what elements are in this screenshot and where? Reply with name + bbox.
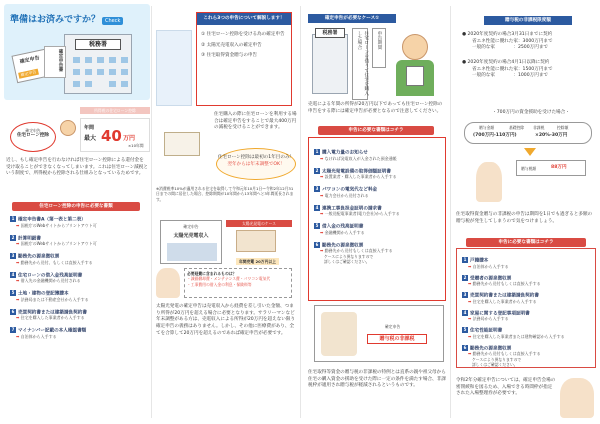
vertical-label-box: 住宅ローンを借りて住宅を購入した場合 bbox=[352, 28, 368, 100]
explain-box-heading: これら3つの申告について解説します！ bbox=[197, 13, 291, 25]
tax-return-sheet-illustration: 確定申告書 bbox=[44, 46, 66, 78]
col4-list-heading: 申告に必要な書類はコチラ bbox=[466, 238, 586, 247]
tax-office-illustration bbox=[64, 34, 132, 94]
list-item: 3 勤務先の源泉徴収票 ➡ 勤務先から送付、もしくは直接入手する bbox=[10, 253, 142, 266]
venue-paragraph: 令和2年分確定申告については、確定申告会場の密閉緩和を図るため、入場できる時間枠が指定された入場整理券が必要です。 bbox=[456, 378, 556, 397]
calculator-woman-illustration bbox=[466, 156, 512, 208]
deduction-amount-value: 40 bbox=[101, 127, 122, 145]
check-label: Check bbox=[102, 17, 123, 25]
arrow-down-icon bbox=[524, 148, 536, 156]
solar-house-illustration: 太陽光発電のケース bbox=[226, 220, 292, 260]
tax-return-form-illustration: 確定申告 確定申告 bbox=[11, 49, 50, 83]
tax-amount-value: 88万円 bbox=[551, 165, 567, 170]
col4-heading: 贈与税の非課税限度額 bbox=[484, 16, 572, 25]
limit-row-2: ● 2020年度契約の場合4月1日以降に契約 省エネ性能に優れた家：1500万円まで 一般的な家 ：1000万円まで bbox=[462, 60, 553, 79]
loan-deduction-label: 確定申告 住宅ローン控除 bbox=[10, 122, 56, 152]
list-item: 5 土地・建物の登記簿謄本 ➡ 法務局または不動産会社から入手する bbox=[10, 290, 142, 303]
loan-paragraph: 住宅購入の際に住宅ローンを利用する場合は確定申告をすることで最大400万円の減税を受けることができます。 bbox=[214, 112, 297, 131]
gift-tax-card: 確定申告 贈与税の非課税 bbox=[314, 305, 444, 362]
list-item: 3 パワコンの電気代など料金 ➡ 電力会社から送付される bbox=[314, 186, 440, 199]
person-icon bbox=[60, 120, 76, 136]
list-item: 6 売買契約書または建築請負契約書 ➡ 住宅を購入した事業者から入手する bbox=[10, 309, 142, 322]
explain-item: ③ 住宅取得資金贈与の申告 bbox=[201, 53, 258, 59]
explain-item: ① 住宅ローン控除を受ける為の確定申告 bbox=[201, 31, 285, 37]
list-item: 4 住宅ローンの借入金残高証明書 ➡ 借入先の金融機関から送付される bbox=[10, 272, 142, 285]
list-item: 4 連携工事負担金証明の請求書 ➡ 一般送配電事業者(電力会社)から入手する bbox=[314, 205, 440, 218]
deadline-paragraph: 住宅取得資金贈与の非課税の申告は期間を1日でも過ぎると多額の贈与税が発生してしまうので気をつけましょう。 bbox=[456, 212, 593, 224]
staff-illustration bbox=[560, 378, 594, 418]
gift-tax-paragraph: 住宅取得等資金の贈与税の非課税の特例とは直系の親や祖父母から住宅の購入資金の援助を受けた際に一定の条件を満たす場合、非課税枠が適用され贈与税が軽減されるというものです。 bbox=[308, 370, 446, 389]
limit-row-1: ● 2020年度契約の場合3月31日までに契約 省エネ性能に優れた家：3000万円まで 一般的な家 ：2500万円まで bbox=[462, 32, 553, 51]
vertical-period-box: 申告期間 bbox=[372, 28, 386, 68]
tax-office-illustration-2: 税務署 bbox=[312, 28, 348, 98]
list-item: 5 住宅性能証明書 ➡ 住宅を購入した事業者または建物確認から入手する bbox=[462, 327, 590, 340]
list-item: 5 借入金の残高証明書 ➡ 金融機関から入手する bbox=[314, 223, 440, 236]
list-item: 6 勤務先の源泉徴収票 ➡ 勤務先から送付もしくは直接入手する ケースにより異なりますので 詳しくはご確認ください。 bbox=[314, 242, 440, 265]
deduction-bar: 所得税の住宅ローン控除 bbox=[80, 107, 150, 114]
woman-illustration bbox=[156, 268, 180, 298]
list-item: 1 購入電力量のお知らせ ➡ なければ発電収入が入金された預金通帳 bbox=[314, 149, 440, 162]
list-item: 4 家屋に関する登記事項証明書 ➡ 法務局から入手する bbox=[462, 310, 590, 323]
man-with-form-illustration bbox=[388, 30, 444, 100]
explain-box bbox=[196, 12, 292, 106]
col1-document-list bbox=[6, 212, 146, 418]
formula-box: 贈与金額 基礎控除 非課税 控除額 (700万円-110万円) ×20%-30万円 bbox=[464, 122, 592, 144]
list-item: 2 太陽光発電設備の取得価額証明書 ➡ 設置業者・購入した事業者から入手する bbox=[314, 168, 440, 181]
col4-document-list bbox=[456, 248, 596, 368]
col1-list-heading: 住宅ローン控除の申告に必要な書類 bbox=[12, 202, 140, 211]
tax-amount-box: 贈与税額 88万円 bbox=[516, 160, 586, 176]
explain-item: ② 太陽光売電収入の確定申告 bbox=[201, 42, 262, 48]
list-item: 7 マイナンバー記載の本人確認書類 ➡ 自治体から入手する bbox=[10, 327, 142, 340]
hero-title: 準備はお済みですか？ bbox=[10, 15, 101, 25]
list-item: 2 計算明細書 ➡ 国税庁のWebサイトからプリントアウト可 bbox=[10, 235, 142, 248]
tax-office-sign: 税務署 bbox=[75, 39, 121, 50]
solar-loan-paragraph: 売電による年間の所得が20万円以下であっても住宅ローン控除の申告をする際には確定申告が必要となるので注意してください。 bbox=[308, 102, 443, 114]
solar-threshold-tag: 年間売電 20万円以上 bbox=[236, 258, 279, 265]
expense-box: 必要経費に含まれるものは？ ・減価償却費・メンテナンス費・パワコン電気代 ・工事費用の借入金の利息・保険料等 bbox=[184, 268, 292, 298]
formula-heading: ・700万円の資金援助を受けた場合・ bbox=[492, 110, 570, 115]
deduction-amount: 年間 最大 40 万円 ×10年間 bbox=[80, 118, 150, 152]
list-item: 2 受贈者の源泉徴収票 ➡ 勤務先から送付もしくは直接入手する bbox=[462, 275, 590, 288]
house-illustration bbox=[156, 30, 192, 106]
intro-paragraph: 近し、もし確定申告を行わなければ住宅ローン控除による還付金を受け取ることができなくなってしまいます。これは住宅ローン減税という制度で、所得税から控除される仕組みとなっているためです。 bbox=[6, 158, 148, 177]
list-item: 1 確定申告書A（第一表と第二表） ➡ 国税庁のWebサイトからプリントアウト可 bbox=[10, 216, 142, 229]
hero-banner bbox=[4, 4, 150, 100]
col3-document-list bbox=[308, 137, 446, 301]
solar-paragraph: 太陽光発電の確定申告は売電収入から経費を差し引いた金額、つまり所得が20万円を超える場合に必要となります。サラリーマンなど年末調整がある方は、売電収入による所得が20万円を超えない限り確定申告の義務はありません。しかし、その他に医療費があり、全てを合算して20万円を超えるのであれば確定申告が必要です。 bbox=[156, 304, 296, 336]
solar-income-card: 確定申告 太陽光売電収入 bbox=[160, 220, 222, 264]
list-item: 3 売買契約書または建築請負契約書 ➡ 住宅を購入した事業者から入手する bbox=[462, 292, 590, 305]
extension-note: ※消費税率10%が適用される住宅を取得して令和元年10月1日～令和2年12月31日までの間に居住した場合、控除期間が10年間から13年間へと3年間延長されます。 bbox=[156, 186, 294, 202]
col3-list-heading: 申告に必要な書類はコチラ bbox=[318, 126, 434, 135]
list-item: 6 勤務先の源泉徴収票 ➡ 勤務先から送付もしくは直接入手する ケースにより異なりますので 詳しくはご確認ください。 bbox=[462, 345, 590, 368]
first-year-note: 住宅ローン控除は最初の1年目のみ！ 翌年からは年末調整でOK！ bbox=[216, 148, 296, 180]
calculator-illustration bbox=[156, 128, 214, 160]
gift-tax-label: 贈与税の非課税 bbox=[367, 334, 427, 344]
col3-heading: 確定申告が必要なケース① bbox=[308, 14, 396, 23]
list-item: 1 戸籍謄本 ➡ 自治体から入手する bbox=[462, 257, 590, 270]
